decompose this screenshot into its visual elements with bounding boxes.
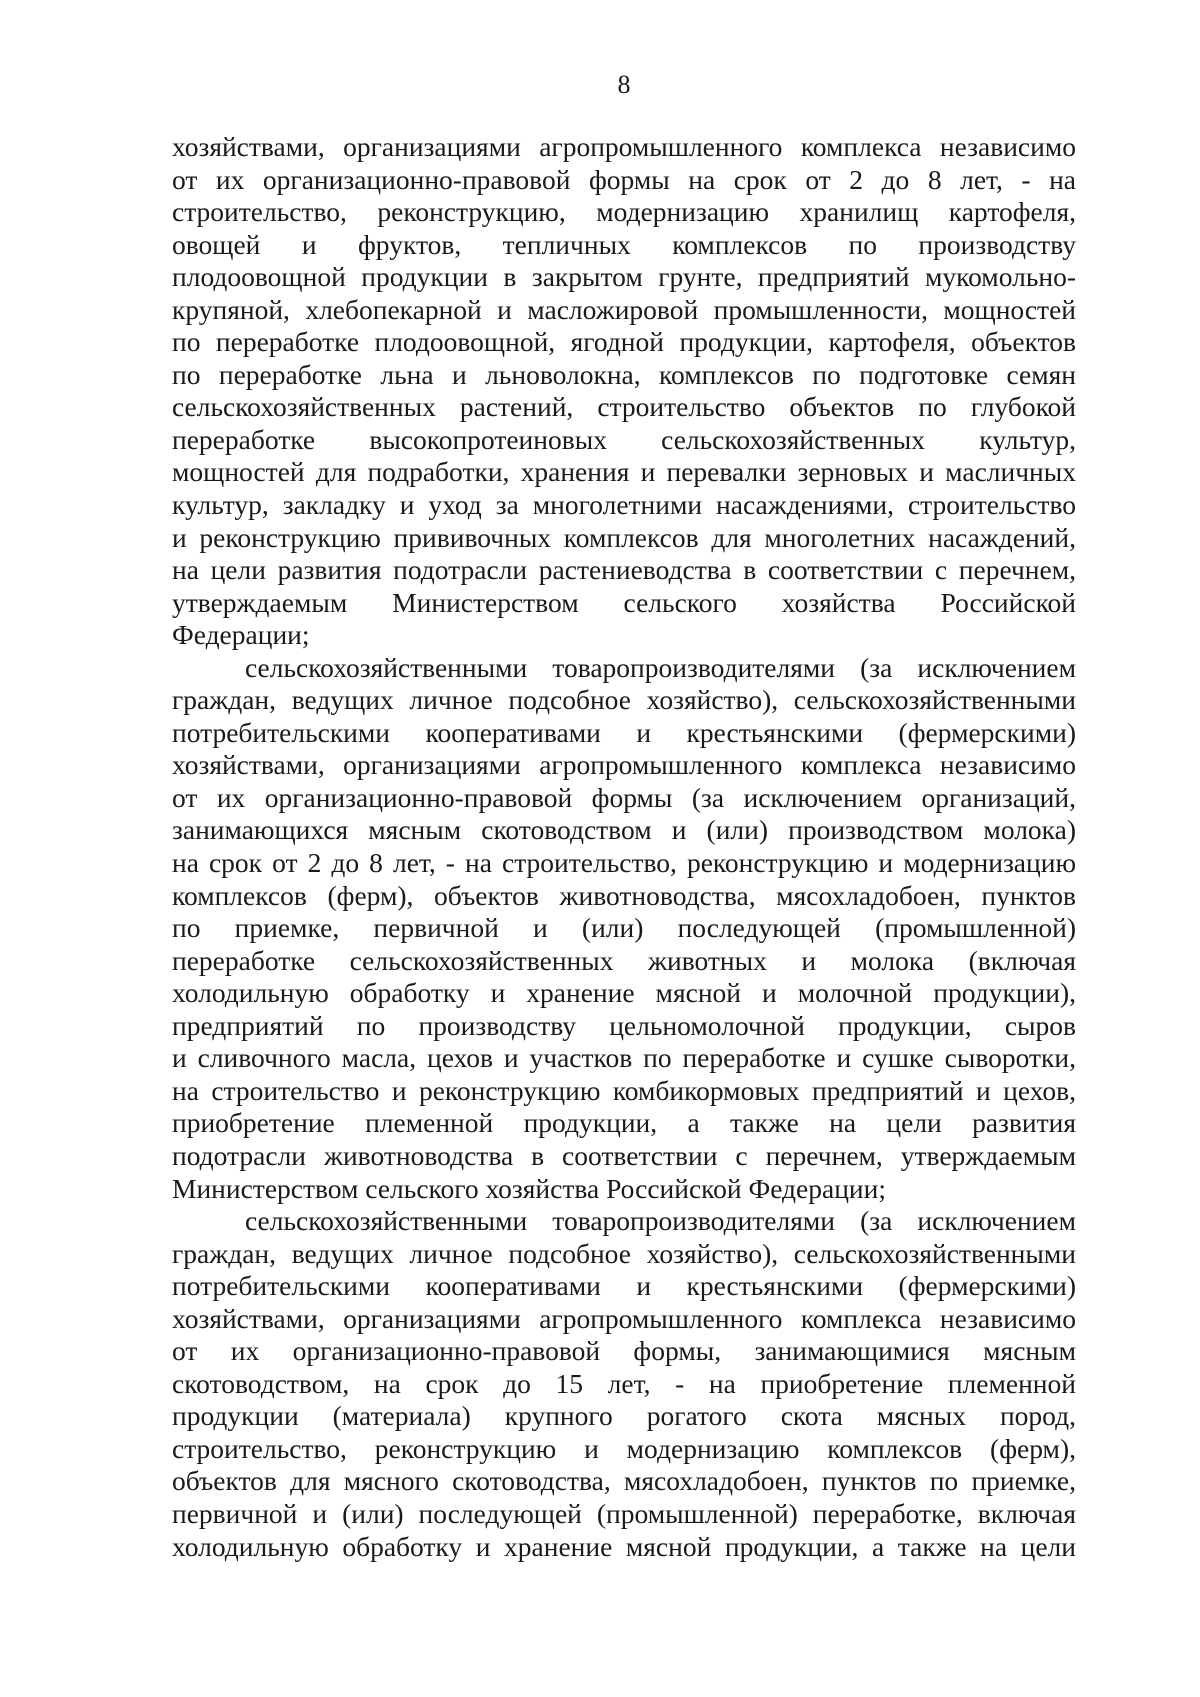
text-line: крупяной, хлебопекарной и масложировой промышленности, мощностей [172,293,1076,325]
text-line: на цели развития подотрасли растениеводства в соответствии с перечнем, [172,554,1076,586]
paragraph [172,1205,1076,1563]
text-line: сельскохозяйственных растений, строительство объектов по глубокой [172,391,1076,423]
page-number: 8 [617,70,631,99]
text-line: граждан, ведущих личное подсобное хозяйство), сельскохозяйственными [172,684,1076,716]
text-line: комплексов (ферм), объектов животноводства, мясохладобоен, пунктов [172,879,1076,911]
text-line: потребительскими кооперативами и крестьянскими (фермерскими) [172,1270,1076,1302]
text-line: по переработке плодоовощной, ягодной продукции, картофеля, объектов [172,326,1076,358]
text-line: строительство, реконструкцию, модернизацию хранилищ картофеля, [172,196,1076,228]
body-text [172,131,1076,1563]
text-line: скотоводством, на срок до 15 лет, - на приобретение племенной [172,1367,1076,1399]
text-line: холодильную обработку и хранение мясной продукции, а также на цели [172,1530,1076,1562]
text-line: продукции (материала) крупного рогатого скота мясных пород, [172,1400,1076,1432]
text-line: Федерации; [172,619,310,651]
text-line: мощностей для подработки, хранения и перевалки зерновых и масличных [172,456,1076,488]
text-line: холодильную обработку и хранение мясной и молочной продукции), [172,977,1076,1009]
text-line: сельскохозяйственными товаропроизводителями (за исключением [245,651,1076,683]
text-line: культур, закладку и уход за многолетними насаждениями, строительство [172,489,1076,521]
text-line: переработке высокопротеиновых сельскохозяйственных культур, [172,423,1076,455]
text-line: по приемке, первичной и (или) последующей (промышленной) [172,912,1076,944]
text-line: граждан, ведущих личное подсобное хозяйство), сельскохозяйственными [172,1237,1076,1269]
text-line: строительство, реконструкцию и модернизацию комплексов (ферм), [172,1432,1076,1464]
text-line: и сливочного масла, цехов и участков по переработке и сушке сыворотки, [172,1042,1076,1074]
text-line: плодоовощной продукции в закрытом грунте, предприятий мукомольно- [172,261,1076,293]
text-line: Министерством сельского хозяйства Российской Федерации; [172,1172,886,1204]
text-line: на срок от 2 до 8 лет, - на строительство, реконструкцию и модернизацию [172,847,1076,879]
text-line: сельскохозяйственными товаропроизводителями (за исключением [245,1205,1076,1237]
text-line: утверждаемым Министерством сельского хозяйства Российской [172,586,1076,618]
text-line: подотрасли животноводства в соответствии с перечнем, утверждаемым [172,1139,1076,1171]
text-line: по переработке льна и льноволокна, комплексов по подготовке семян [172,358,1076,390]
paragraph [172,131,1076,652]
text-line: переработке сельскохозяйственных животных и молока (включая [172,944,1076,976]
text-line: от их организационно-правовой формы (за исключением организаций, [172,781,1076,813]
text-line: и реконструкцию прививочных комплексов для многолетних насаждений, [172,521,1076,553]
paragraph [172,652,1076,1205]
text-line: занимающихся мясным скотоводством и (или) производством молока) [172,814,1076,846]
text-line: хозяйствами, организациями агропромышленного комплекса независимо [172,1302,1076,1334]
text-line: хозяйствами, организациями агропромышленного комплекса независимо [172,131,1076,162]
text-line: потребительскими кооперативами и крестьянскими (фермерскими) [172,716,1076,748]
text-line: от их организационно-правовой формы, занимающимися мясным [172,1335,1076,1367]
text-line: овощей и фруктов, тепличных комплексов по производству [172,228,1076,260]
text-line: на строительство и реконструкцию комбикормовых предприятий и цехов, [172,1074,1076,1106]
text-line: объектов для мясного скотоводства, мясохладобоен, пунктов по приемке, [172,1465,1076,1497]
text-line: от их организационно-правовой формы на срок от 2 до 8 лет, - на [172,163,1076,195]
text-line: первичной и (или) последующей (промышленной) переработке, включая [172,1497,1076,1529]
text-line: приобретение племенной продукции, а также на цели развития [172,1107,1076,1139]
text-line: предприятий по производству цельномолочной продукции, сыров [172,1009,1076,1041]
text-line: хозяйствами, организациями агропромышленного комплекса независимо [172,749,1076,781]
